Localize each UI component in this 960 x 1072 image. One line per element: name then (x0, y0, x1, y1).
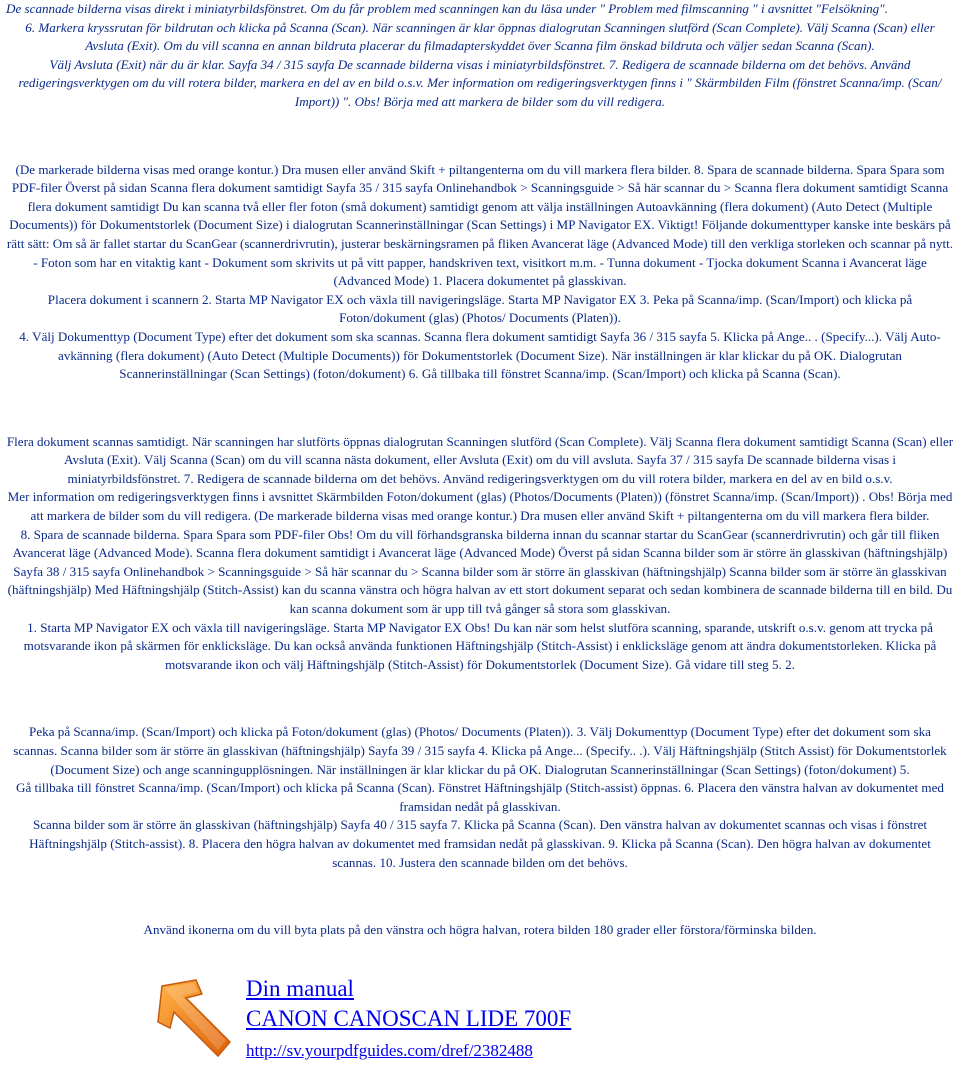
paragraph: Gå tillbaka till fönstret Scanna/imp. (Scan/Import) och klicka på Scanna (Scan). Fönstret Häftningshjälp (Stitch-assist) öppnas. 6. Placera den vänstra halvan av dokumentet med framsidan nedåt på glasskivan. (16, 780, 944, 814)
footer (0, 970, 960, 1072)
paragraph: Peka på Scanna/imp. (Scan/Import) och klicka på Foton/dokument (glas) (Photos/ Documents (Platen)). 3. Välj Dokumenttyp (Document Type) efter det dokument som ska scannas. Scanna bilder som är större än glasskivan (häftningshjälp) Sayfa 39 / 315 sayfa 4. Klicka på Ange... (Specify.. .). Välj Häftningshjälp (Stitch Assist) för Dokumentstorlek (Document Size) och ange scanningupplösningen. När inställningen är klar klickar du på OK. Dialogrutan Scannerinställningar (Scan Settings) (foton/dokument) 5. (13, 724, 947, 777)
paragraph: Flera dokument scannas samtidigt. När scanningen har slutförts öppnas dialogrutan Scanningen slutförd (Scan Complete). Välj Scanna flera dokument samtidigt Scanna (Scan) eller Avsluta (Exit). Välj Scanna (Scan) om du vill scanna nästa dokument, eller Avsluta (Exit) om du vill avsluta. Sayfa 37 / 315 sayfa De scannade bilderna visas i miniatyrbildsfönstret. 7. Redigera de scannade bilderna om det behövs. Använd redigeringsverktygen om du vill rotera bilder, markera en del av en bild o.s.v. (6, 433, 954, 486)
paragraph: 6. Markera kryssrutan för bildrutan och klicka på Scanna (Scan). När scanningen är klar öppnas dialogrutan Scanningen slutförd (Scan Complete). Välj Scanna (Scan) eller Avsluta (Exit). Om du vill scanna en annan bildruta placerar du filmadapterskyddet över Scanna film önskad bildruta och väljer sedan Scanna (Scan). (25, 19, 935, 54)
paragraph: De scannade bilderna visas direkt i miniatyrbildsfönstret. Om du får problem med scanningen kan du läsa under " Problem med filmscanning " i avsnittet "Felsökning". (6, 1, 888, 16)
paragraph: Välj Avsluta (Exit) när du är klar. Sayfa 34 / 315 sayfa De scannade bilderna visas i miniatyrbildsfönstret. 7. Redigera de scannade bilderna om det behövs. Använd redigeringsverktygen om du vill rotera bilder, markera en del av en bild o.s.v. Mer information om redigeringsverktygen finns i " Skärmbilden Film (fönstret Scanna/imp. (Scan/ Import)) ". Obs! Börja med att markera de bilder som du vill redigera. (18, 56, 942, 109)
paragraph: Använd ikonerna om du vill byta plats på den vänstra och högra halvan, rotera bilden 180 grader eller förstora/förminska bilden. (143, 922, 817, 938)
manual-url-link[interactable]: http://sv.yourpdfguides.com/dref/2382488 (246, 1041, 533, 1060)
paragraph: 4. Välj Dokumenttyp (Document Type) efter det dokument som ska scannas. Scanna flera dokument samtidigt Sayfa 36 / 315 sayfa 5. Klicka på Ange.. . (Specify...). Välj Auto-avkänning (flera dokument) (Auto Detect (Multiple Documents)) för Dokumentstorlek (Document Size). När inställningen är klar klickar du på OK. Dialogrutan Scannerinställningar (Scan Settings) (foton/dokument) 6. Gå tillbaka till fönstret Scanna/imp. (Scan/Import) och klicka på Scanna (Scan). (19, 328, 941, 382)
paragraph: Placera dokument i scannern 2. Starta MP Navigator EX och växla till navigeringsläge. Starta MP Navigator EX 3. Peka på Scanna/imp. (Scan/Import) och klicka på Foton/dokument (glas) (Photos/ Documents (Platen)). (47, 291, 913, 326)
paragraph-gap (0, 690, 960, 707)
product-name-link[interactable]: CANON CANOSCAN LIDE 700F (246, 1006, 572, 1031)
paragraph-gap (0, 128, 960, 145)
paragraph: (De markerade bilderna visas med orange kontur.) Dra musen eller använd Skift + piltangenterna om du vill markera flera bilder. 8. Spara de scannade bilderna. Spara Spara som PDF-filer Överst på sidan Scanna flera dokument samtidigt Sayfa 35 / 315 sayfa Onlinehandbok > Scanningsguide > Så här scannar du > Scanna flera dokument samtidigt Scanna flera dokument samtidigt Du kan scanna två eller fler foton (små dokument) samtidigt genom att välja inställningen Autoavkänning (flera dokument) (Auto Detect (Multiple Documents)) för Dokumentstorlek (Document Size) i dialogrutan Scannerinställningar (Scan Settings) i MP Navigator EX. Viktigt! Följande dokumenttyper kanske inte beskärs på rätt sätt: Om så är fallet startar du ScanGear (scannerdrivrutin), justerar beskärningsramen på fliken Avancerat läge (Advanced Mode) till den verkliga storleken och scannar på nytt. - Foton som har en vitaktig kant - Dokument som skrivits ut på vitt papper, handskriven text, visitkort m.m. - Tunna dokument - Tjocka dokument Scanna i Avancerat läge (Advanced Mode) 1. Placera dokumentet på glasskivan. (6, 161, 954, 289)
paragraph: 8. Spara de scannade bilderna. Spara Spara som PDF-filer Obs! Om du vill förhandsgranska bilderna innan du scannar startar du ScanGear (scannerdrivrutin) och går till fliken Avancerat läge (Advanced Mode). Scanna flera dokument samtidigt i Avancerat läge (Advanced Mode) Överst på sidan Scanna bilder som är större än glasskivan (häftningshjälp) Sayfa 38 / 315 sayfa Onlinehandbok > Scanningsguide > Så här scannar du > Scanna bilder som är större än glasskivan (häftningshjälp) Scanna bilder som är större än glasskivan (häftningshjälp) Med Häftningshjälp (Stitch-Assist) kan du scanna vänstra och högra halvan av ett stort dokument separat och sedan kombinera de scannade bilderna till en bild. Du kan scanna dokument som är upp till två gånger så stora som glasskivan. (7, 526, 953, 617)
orange-download-arrow-icon[interactable] (156, 976, 240, 1066)
paragraph-gap (0, 400, 960, 417)
manual-title-link[interactable]: Din manual (246, 976, 354, 1001)
paragraph-gap (0, 888, 960, 905)
manual-link-block (246, 974, 571, 1062)
paragraph: 1. Starta MP Navigator EX och växla till navigeringsläge. Starta MP Navigator EX Obs! Du kan när som helst slutföra scanning, sparande, utskrift o.s.v. genom att trycka på motsvarande ikon på skärmen för enklicksläge. Du kan också använda funktionen Häftningshjälp (Stitch-Assist) i enklicksläge genom att ändra dokumentstorleken. Klicka på motsvarande ikon och välj Häftningshjälp (Stitch-Assist) för Dokumentstorlek (Document Size). Gå vidare till steg 5. 2. (23, 619, 937, 672)
paragraph: Scanna bilder som är större än glasskivan (häftningshjälp) Sayfa 40 / 315 sayfa 7. Klicka på Scanna (Scan). Den vänstra halvan av dokumentet scannas och visas i fönstret Häftningshjälp (Stitch-assist). 8. Placera den högra halvan av dokumentet med framsidan nedåt på glasskivan. 9. Klicka på Scanna (Scan). Den högra halvan av dokumentet scannas. 10. Justera den scannade bilden om det behövs. (29, 817, 931, 870)
paragraph: Mer information om redigeringsverktygen finns i avsnittet Skärmbilden Foton/dokument (glas) (Photos/Documents (Platen)) (fönstret Scanna/imp. (Scan/Import)) . Obs! Börja med att markera de bilder som du vill redigera. (De markerade bilderna visas med orange kontur.) Dra musen eller använd Skift + piltangenterna om du vill markera flera bilder. (7, 489, 953, 524)
